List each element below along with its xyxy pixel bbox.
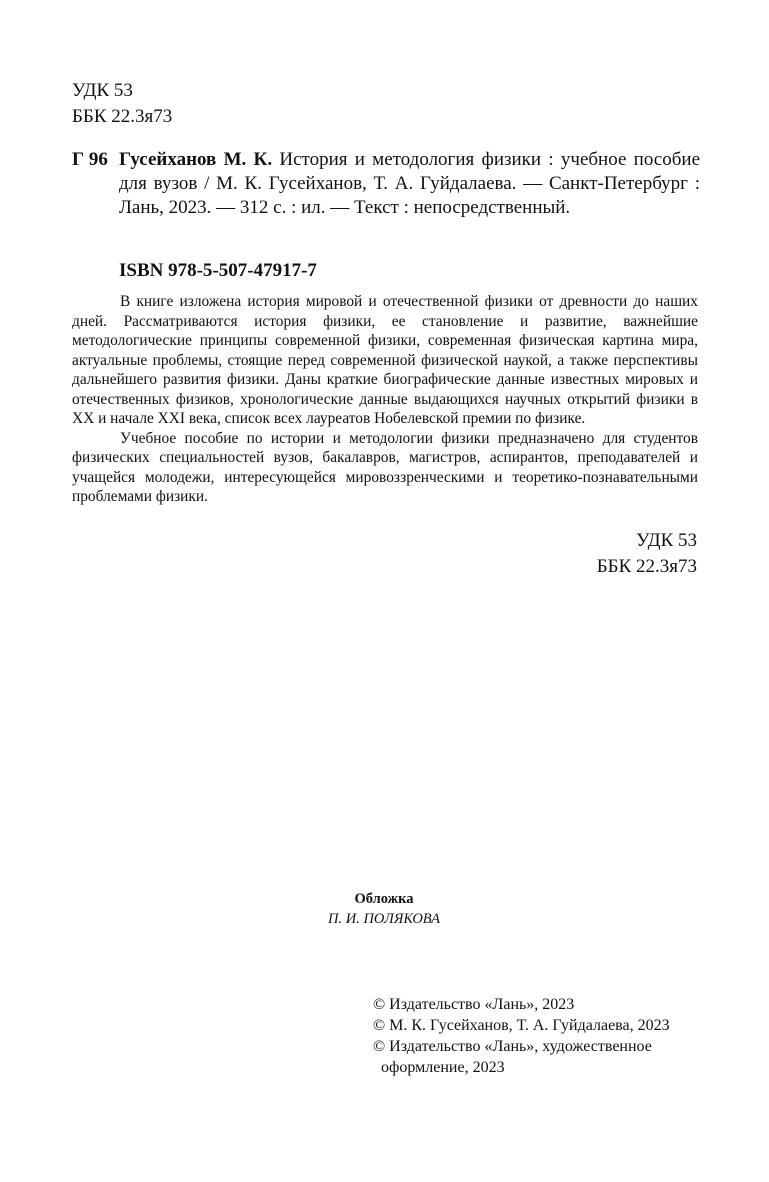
- bbk-code: ББК 22.3я73: [72, 106, 173, 127]
- bbk-code: ББК 22.3я73: [596, 556, 697, 577]
- isbn: ISBN 978-5-507-47917-7: [119, 260, 317, 281]
- abstract-paragraph: В книге изложена история мировой и отечественной физики от древности до наших дней. Рассматриваются история физики, ее становление и развитие, важнейшие методологические принципы современной физики, современная физическая картина мира, актуальные проблемы, стоящие перед современной физической наукой, а также перспективы дальнейшего развития физики. Даны краткие биографические данные известных мировых и отечественных физиков, хронологические данные выдающихся научных открытий физики в XX и начале XXI века, список всех лауреатов Нобелевской премии по физике.: [72, 293, 698, 427]
- cover-label: Обложка: [354, 891, 414, 907]
- classification-top: [72, 78, 172, 130]
- cover-artist: П. И. ПОЛЯКОВА: [328, 911, 440, 927]
- abstract-paragraph: Учебное пособие по истории и методологии физики предназначено для студентов физических специальностей вузов, бакалавров, магистров, аспирантов, преподавателей и учащейся молодежи, интересующейся мировоззренческими и теоретико-познавательными проблемами физики.: [72, 429, 698, 505]
- abstract: [72, 292, 698, 507]
- bibliographic-description: [119, 148, 700, 220]
- copyright-line: © Издательство «Лань», художественное: [373, 1038, 652, 1055]
- author-name: Гусейханов М. К.: [119, 149, 273, 170]
- classification-bottom: [597, 528, 697, 580]
- copyright-line: © Издательство «Лань», 2023: [373, 996, 575, 1013]
- cover-credit: [260, 889, 508, 929]
- udk-code: УДК 53: [636, 530, 697, 551]
- author-sign: Г 96: [72, 149, 108, 170]
- copyright-block: [373, 994, 670, 1078]
- copyright-line: оформление, 2023: [381, 1059, 505, 1076]
- description-text: История и методология физики : учебное пособие для вузов / М. К. Гусейханов, Т. А. Гуйдалаева. — Санкт-Петербург : Лань, 2023. — 312 с. : ил. — Текст : непосредственный.: [119, 149, 700, 218]
- udk-code: УДК 53: [72, 80, 133, 101]
- copyright-line: © М. К. Гусейханов, Т. А. Гуйдалаева, 2023: [373, 1017, 670, 1034]
